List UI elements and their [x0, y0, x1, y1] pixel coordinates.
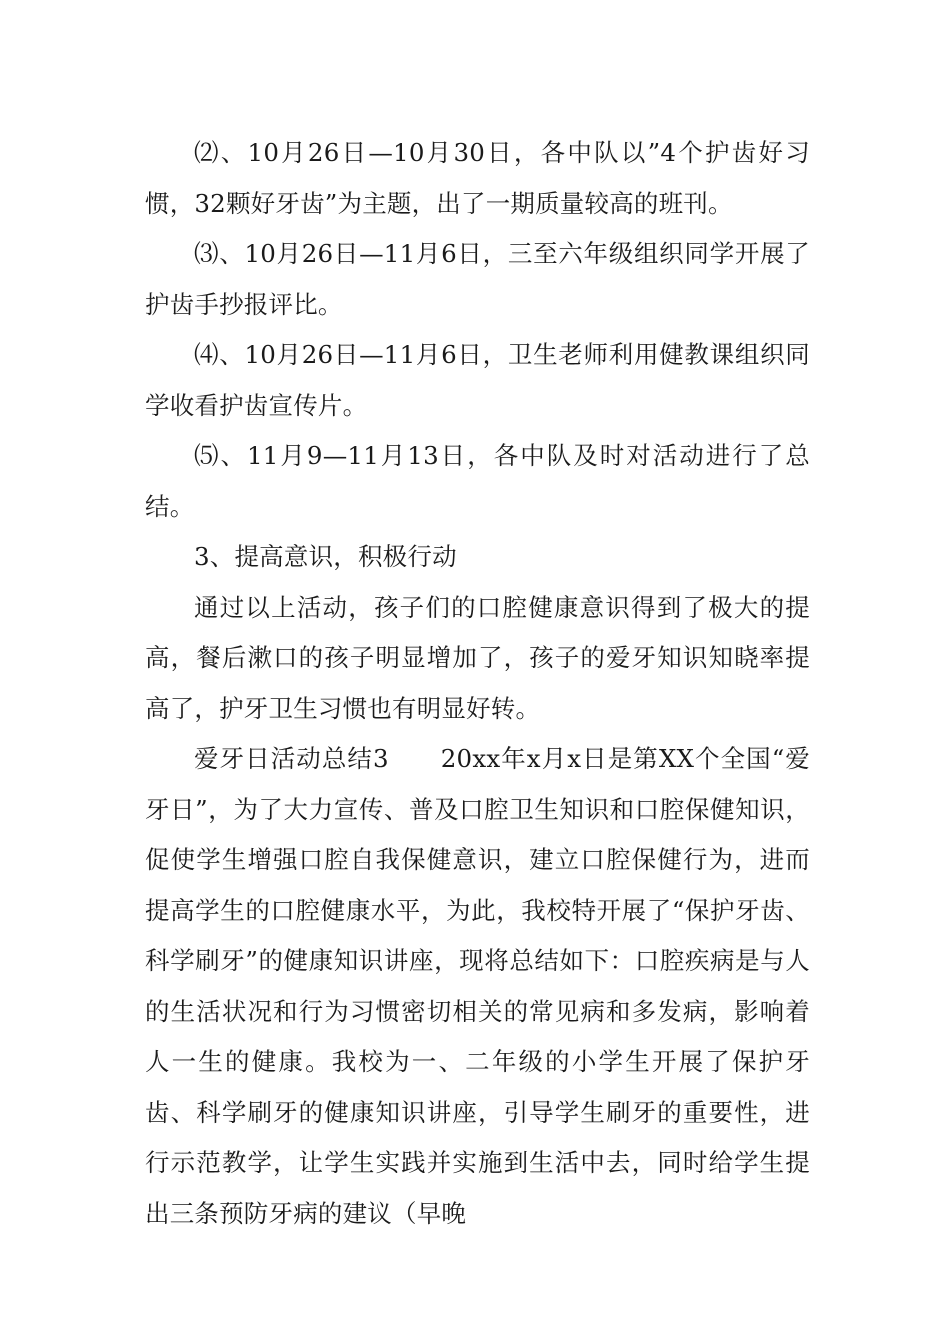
summary-3-paragraph: 爱牙日活动总结3 20xx年x月x日是第XX个全国“爱牙日”，为了大力宣传、普及口腔卫生知识和口腔保健知识，促使学生增强口腔自我保健意识，建立口腔保健行为，进而提高学生的口腔健康水平，为此，我校特开展了“保护牙齿、科学刷牙”的健康知识讲座，现将总结如下：口腔疾病是与人的生活状况和行为习惯密切相关的常见病和多发病，影响着人一生的健康。我校为一、二年级的小学生开展了保护牙齿、科学刷牙的健康知识讲座，引导学生刷牙的重要性，进行示范教学，让学生实践并实施到生活中去，同时给学生提出三条预防牙病的建议（早晚	[145, 744, 810, 1228]
summary-paragraph: 通过以上活动，孩子们的口腔健康意识得到了极大的提高，餐后漱口的孩子明显增加了，孩子的爱牙知识知晓率提高了，护牙卫生习惯也有明显好转。	[145, 592, 810, 723]
paragraph-item-4: ⑷、10月26日—11月6日，卫生老师利用健教课组织同学收看护齿宣传片。	[145, 340, 810, 420]
section-heading: 3、提高意识，积极行动	[194, 542, 457, 571]
document-body	[145, 128, 810, 1239]
paragraph-item-3: ⑶、10月26日—11月6日，三至六年级组织同学开展了护齿手抄报评比。	[145, 239, 810, 319]
paragraph-item-2: ⑵、10月26日—10月30日，各中队以”4个护齿好习惯，32颗好牙齿”为主题，出了一期质量较高的班刊。	[145, 138, 810, 218]
paragraph-item-5: ⑸、11月9—11月13日，各中队及时对活动进行了总结。	[145, 441, 810, 521]
